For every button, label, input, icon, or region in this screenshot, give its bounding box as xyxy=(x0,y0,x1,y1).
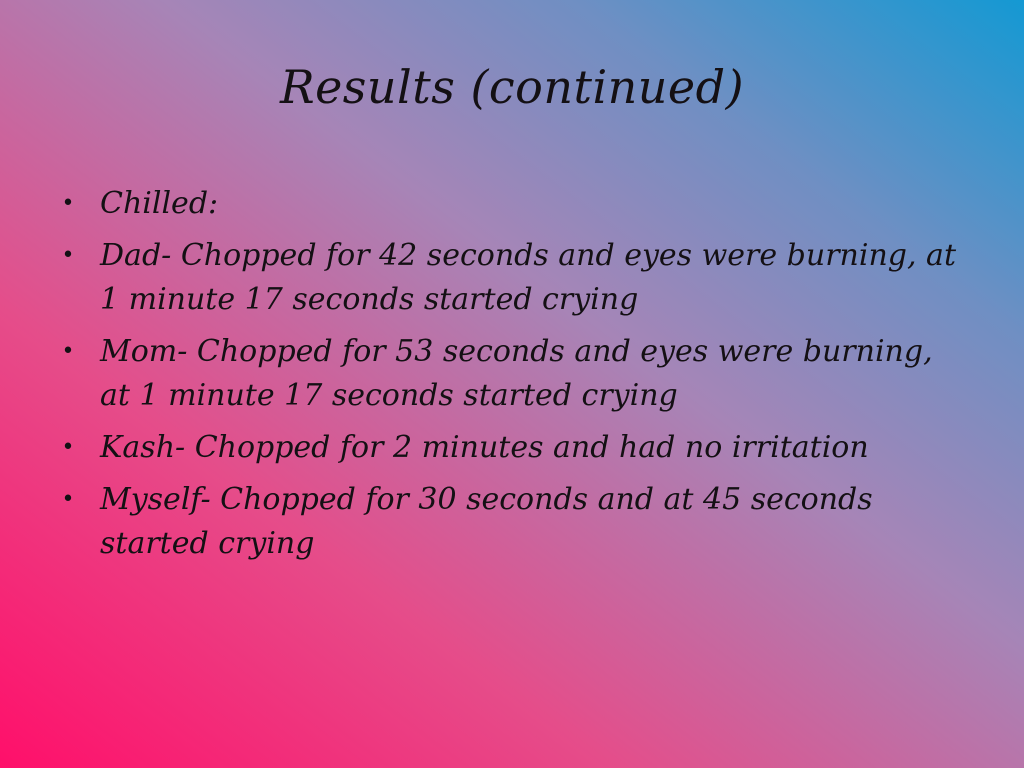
bullet-text: Dad- Chopped for 42 seconds and eyes were burning, at 1 minute 17 seconds started crying xyxy=(100,238,956,317)
bullet-dot-icon: • xyxy=(61,243,75,268)
bullet-item xyxy=(58,426,958,470)
bullet-item xyxy=(58,234,958,322)
bullet-item xyxy=(58,182,958,226)
bullet-text: Myself- Chopped for 30 seconds and at 45 seconds started crying xyxy=(100,482,873,561)
slide-title: Results (continued) xyxy=(279,60,745,114)
bullet-dot-icon: • xyxy=(61,339,75,364)
bullet-text: Mom- Chopped for 53 seconds and eyes were burning, at 1 minute 17 seconds started crying xyxy=(100,334,933,413)
bullet-text: Chilled: xyxy=(100,186,219,221)
bullet-text: Kash- Chopped for 2 minutes and had no irritation xyxy=(100,430,869,465)
bullet-list xyxy=(58,182,958,574)
bullet-dot-icon: • xyxy=(61,487,75,512)
bullet-dot-icon: • xyxy=(61,191,75,216)
bullet-item xyxy=(58,330,958,418)
bullet-dot-icon: • xyxy=(61,435,75,460)
bullet-item xyxy=(58,478,958,566)
